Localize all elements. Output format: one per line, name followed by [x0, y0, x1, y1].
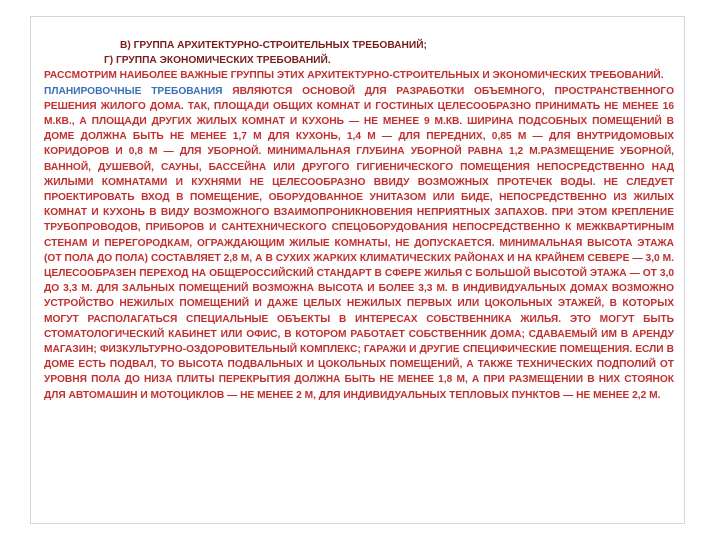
main-paragraph [44, 84, 674, 403]
lead-paragraph: РАССМОТРИМ НАИБОЛЕЕ ВАЖНЫЕ ГРУППЫ ЭТИХ АРХИТЕКТУРНО-СТРОИТЕЛЬНЫХ И ЭКОНОМИЧЕСКИХ ТРЕБОВАНИЙ. [44, 70, 664, 82]
slide-text [44, 38, 674, 403]
intro-line-v: В) ГРУППА АРХИТЕКТУРНО-СТРОИТЕЛЬНЫХ ТРЕБОВАНИЙ; [120, 40, 427, 51]
highlight-term: ПЛАНИРОВОЧНЫЕ ТРЕБОВАНИЯ [44, 85, 223, 97]
main-paragraph-text: ЯВЛЯЮТСЯ ОСНОВОЙ ДЛЯ РАЗРАБОТКИ ОБЪЕМНОГО, ПРОСТРАНСТВЕННОГО РЕШЕНИЯ ЖИЛОГО ДОМА. ТАК, ПЛОЩАДИ ОБЩИХ КОМНАТ И ГОСТИНЫХ ЦЕЛЕСООБРАЗНО ПРИНИМАТЬ НЕ МЕНЕЕ 16 М.КВ., А ПЛОЩАДИ ДРУГИХ ЖИЛЫХ КОМНАТ И КУХОНЬ — НЕ МЕНЕЕ 9 М.КВ. ШИРИНА ПОДСОБНЫХ ПОМЕЩЕНИЙ В ДОМЕ ДОЛЖНА БЫТЬ НЕ МЕНЕЕ 1,7 М ДЛЯ КУХОНЬ, 1,4 М — ДЛЯ ПЕРЕДНИХ, 0,85 М — ДЛЯ ВНУТРИДОМОВЫХ КОРИДОРОВ И 0,8 М — ДЛЯ УБОРНОЙ. МИНИМАЛЬНАЯ ГЛУБИНА УБОРНОЙ РАВНА 1,2 М.РАЗМЕЩЕНИЕ УБОРНОЙ, ВАННОЙ, ДУШЕВОЙ, САУНЫ, БАССЕЙНА ИЛИ ДРУГОГО ГИГИЕНИЧЕСКОГО ПОМЕЩЕНИЯ НЕПОСРЕДСТВЕННО НАД ЖИЛЫМИ КОМНАТАМИ И КУХНЯМИ НЕ ЦЕЛЕСООБРАЗНО ВВИДУ ВОЗМОЖНЫХ ПРОТЕЧЕК ВОДЫ. НЕ СЛЕДУЕТ ПРОЕКТИРОВАТЬ ВХОД В ПОМЕЩЕНИЕ, ОБОРУДОВАННОЕ УНИТАЗОМ ИЛИ БИДЕ, НЕПОСРЕДСТВЕННО ИЗ ЖИЛЫХ КОМНАТ И КУХОНЬ В ВИДУ ВОЗМОЖНОГО ВЗАИМОПРОНИКНОВЕНИЯ НЕПРИЯТНЫХ ЗАПАХОВ. ПРИ ЭТОМ КРЕПЛЕНИЕ ТРУБОПРОВОДОВ, ПРИБОРОВ И САНТЕХНИЧЕСКОГО СПЕЦОБОРУДОВАНИЯ НЕПОСРЕДСТВЕННО К МЕЖКВАРТИРНЫМ СТЕНАМ И ПЕРЕГОРОДКАМ, ОГРАЖДАЮЩИМ ЖИЛЫЕ КОМНАТЫ, НЕ ДОПУСКАЕТСЯ. МИНИМАЛЬНАЯ ВЫСОТА ЭТАЖА (ОТ ПОЛА ДО ПОЛА) СОСТАВЛЯЕТ 2,8 М, А В СУХИХ ЖАРКИХ КЛИМАТИЧЕСКИХ РАЙОНАХ И НА КРАЙНЕМ СЕВЕРЕ — 3,0 М. ЦЕЛЕСООБРАЗЕН ПЕРЕХОД НА ОБЩЕРОССИЙСКИЙ СТАНДАРТ В СФЕРЕ ЖИЛЬЯ С БОЛЬШОЙ ВЫСОТОЙ ЭТАЖА — ОТ 3,0 ДО 3,3 М. ДЛЯ ЗАЛЬНЫХ ПОМЕЩЕНИЙ ВОЗМОЖНА ВЫСОТА И БОЛЕЕ 3,3 М. В ИНДИВИДУАЛЬНЫХ ДОМАХ ВОЗМОЖНО УСТРОЙСТВО НЕЖИЛЫХ ПОМЕЩЕНИЙ И ДАЖЕ ЦЕЛЫХ НЕЖИЛЫХ ПЕРВЫХ ИЛИ ЦОКОЛЬНЫХ ЭТАЖЕЙ, В КОТОРЫХ МОГУТ РАСПОЛАГАТЬСЯ СПЕЦИАЛЬНЫЕ ОБЪЕКТЫ В ИНТЕРЕСАХ СОБСТВЕННИКА ЖИЛЬЯ. ЭТО МОГУТ БЫТЬ СТОМАТОЛОГИЧЕСКИЙ КАБИНЕТ ИЛИ ОФИС, В КОТОРОМ РАБОТАЕТ СОБСТВЕННИК ДОМА; СДАВАЕМЫЙ ИМ В АРЕНДУ МАГАЗИН; ФИЗКУЛЬТУРНО-ОЗДОРОВИТЕЛЬНЫЙ КОМПЛЕКС; ГАРАЖИ И ДРУГИЕ СПЕЦИФИЧЕСКИЕ ПОМЕЩЕНИЯ. ЕСЛИ В ДОМЕ ЕСТЬ ПОДВАЛ, ТО ВЫСОТА ПОДВАЛЬНЫХ И ЦОКОЛЬНЫХ ПОМЕЩЕНИЙ, А ТАКЖЕ ТЕХНИЧЕСКИХ ПОДПОЛИЙ ОТ УРОВНЯ ПОЛА ДО НИЗА ПЛИТЫ ПЕРЕКРЫТИЯ ДОЛЖНА БЫТЬ НЕ МЕНЕЕ 1,8 М, А ПРИ РАЗМЕЩЕНИИ В НИХ СТОЯНОК ДЛЯ АВТОМАШИН И МОТОЦИКЛОВ — НЕ МЕНЕЕ 2 М, ДЛЯ ИНДИВИДУАЛЬНЫХ ТЕПЛОВЫХ ПУНКТОВ — НЕ МЕНЕЕ 2,2 М. [44, 85, 674, 401]
intro-line-g: Г) ГРУППА ЭКОНОМИЧЕСКИХ ТРЕБОВАНИЙ. [104, 55, 331, 67]
